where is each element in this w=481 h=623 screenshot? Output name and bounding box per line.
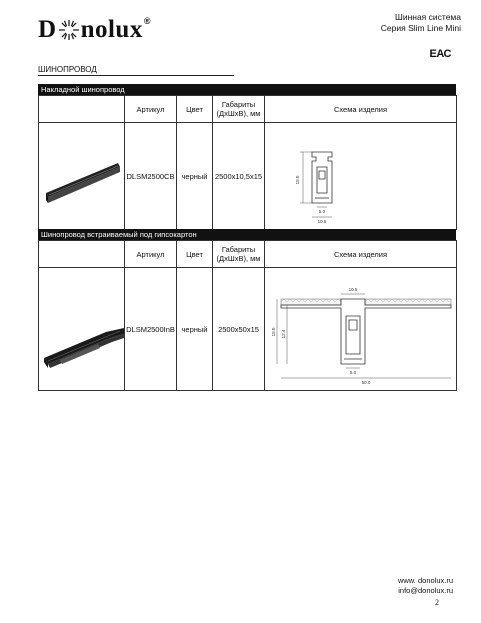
article-cell: DLSM2500InB — [125, 268, 177, 391]
header-dims-line1: Габариты — [221, 100, 256, 109]
series-header — [381, 12, 461, 34]
scheme-2-depth: 12.4 — [280, 329, 286, 339]
product-table-1 — [38, 95, 457, 230]
logo-letter-d: D — [38, 16, 57, 43]
category-band-2: Шинопровод встраиваемый под гипсокартон — [38, 229, 456, 240]
scheme-1-height: 15.0 — [294, 175, 300, 185]
section-title: ШИНОПРОВОД — [38, 65, 97, 74]
series-line-1: Шинная система — [395, 12, 461, 22]
section-underline — [38, 75, 234, 76]
scheme-2-width: 50.0 — [361, 380, 370, 385]
header-color: Цвет — [177, 241, 213, 268]
table-row — [39, 268, 457, 391]
footer-contacts — [398, 576, 453, 596]
header-image-cell — [39, 241, 125, 268]
scheme-2-inner: 5.0 — [349, 370, 356, 375]
header-article: Артикул — [125, 96, 177, 123]
header-dims-line2: (ДхШхВ), мм — [216, 109, 261, 118]
scheme-cell-1 — [265, 123, 457, 230]
table-header-row — [39, 241, 457, 268]
category-band-1: Накладной шинопровод — [38, 84, 456, 95]
dims-cell: 2500x50x15 — [213, 268, 265, 391]
eac-mark: ЕАС — [429, 48, 451, 60]
registered-mark: ® — [143, 16, 151, 26]
article-cell: DLSM2500CB — [125, 123, 177, 230]
header-dims-line2: (ДхШхВ), мм — [216, 254, 261, 263]
scheme-2-height: 15.0 — [270, 327, 276, 337]
header-scheme: Схема изделия — [265, 241, 457, 268]
header-dims-line1: Габариты — [221, 245, 256, 254]
series-line-2: Серия Slim Line Mini — [380, 23, 461, 33]
header-scheme: Схема изделия — [265, 96, 457, 123]
brand-logo — [38, 16, 151, 44]
header-image-cell — [39, 96, 125, 123]
footer-email-link[interactable]: info@donolux.ru — [398, 586, 453, 595]
scheme-1-width: 10.5 — [317, 219, 326, 224]
header-color: Цвет — [177, 96, 213, 123]
page-number: 2 — [435, 598, 439, 607]
scheme-cell-2 — [265, 268, 457, 391]
product-table-2 — [38, 240, 457, 391]
table-row — [39, 123, 457, 230]
dims-cell: 2500x10,5x15 — [213, 123, 265, 230]
footer-website-link[interactable]: www. donolux.ru — [397, 576, 453, 585]
table-header-row — [39, 96, 457, 123]
product-photo-1 — [39, 123, 125, 230]
color-cell: черный — [177, 123, 213, 230]
header-dims — [213, 241, 265, 268]
scheme-2-top: 10.5 — [348, 287, 357, 292]
header-dims — [213, 96, 265, 123]
product-photo-2 — [39, 268, 125, 391]
color-cell: черный — [177, 268, 213, 391]
logo-text: nolux — [80, 16, 143, 43]
scheme-1-inner: 5.0 — [318, 209, 325, 214]
sun-icon — [58, 19, 80, 41]
header-article: Артикул — [125, 241, 177, 268]
